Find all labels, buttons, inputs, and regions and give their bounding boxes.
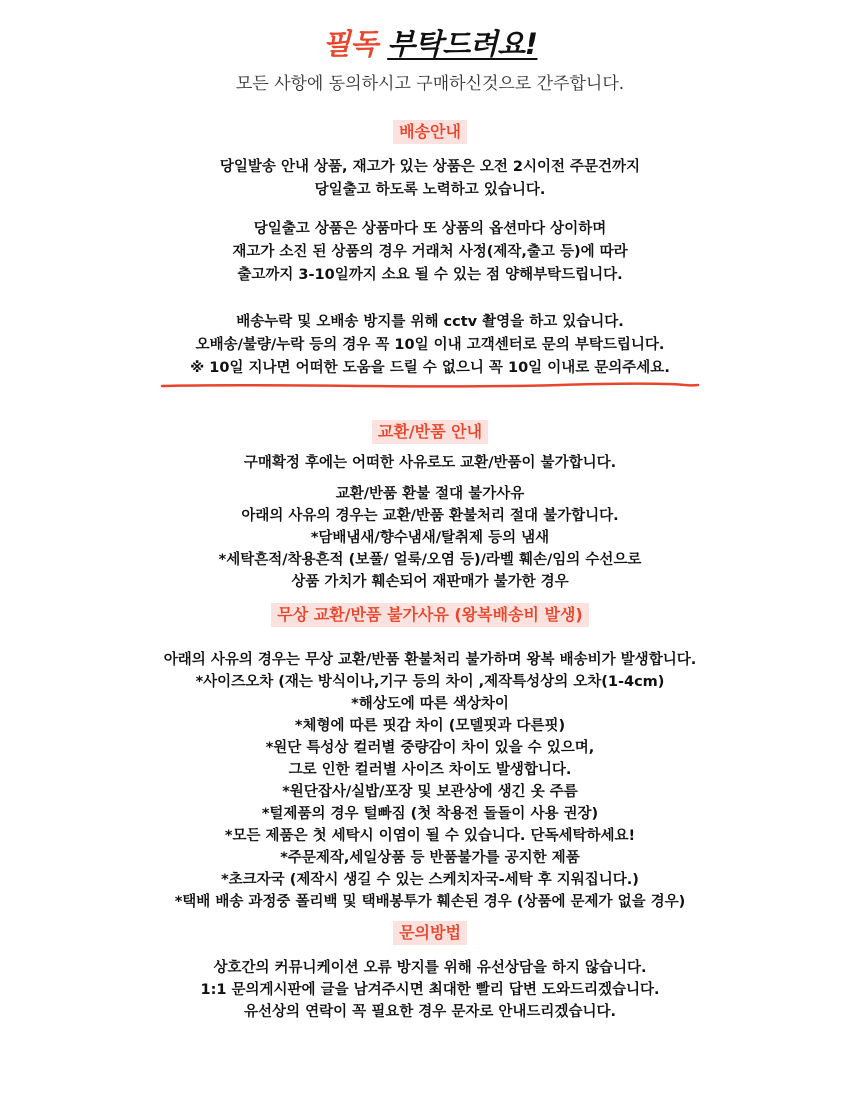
contact-body: 상호간의 커뮤니케이션 오류 방지를 위해 유선상담을 하지 않습니다. 1:1 문의게시판에 글을 남겨주시면 최대한 빨리 답변 도와드리겠습니다. 유선상의 연락이 꼭 필요한 경우 문자로 안내드리겠습니다.	[200, 960, 660, 1020]
title-accent: 필독	[322, 27, 378, 61]
returns-section	[0, 420, 860, 593]
red-underline-stroke	[160, 382, 700, 390]
title-rest: 부탁드려요!	[387, 27, 538, 61]
shipping-detail: 당일출고 상품은 상품마다 또 상품의 옵션마다 상이하며 재고가 소진 된 상품의 경우 거래처 사정(제작,출고 등)에 따라 출고까지 3-10일까지 소요 될 수 있는 점 양해부탁드립니다.	[232, 221, 628, 283]
page-subtitle: 모든 사항에 동의하시고 구매하신것으로 간주합니다.	[235, 74, 625, 94]
shipping-lead: 당일발송 안내 상품, 재고가 있는 상품은 오전 2시이전 주문건까지 당일출고 하도록 노력하고 있습니다.	[219, 159, 641, 198]
shipping-notice: 배송누락 및 오배송 방지를 위해 cctv 촬영을 하고 있습니다. 오배송/불량/누락 등의 경우 꼭 10일 이내 고객센터로 문의 부탁드립니다. ※ 10일 지나면 어떠한 도움을 드릴 수 없으니 꼭 10일 이내로 문의주세요.	[190, 314, 670, 376]
returns-lead: 구매확정 후에는 어떠한 사유로도 교환/반품이 불가합니다.	[243, 455, 617, 471]
paid-returns-section	[0, 603, 860, 913]
contact-section	[0, 921, 860, 1023]
page-title	[0, 0, 860, 62]
returns-heading: 교환/반품 안내	[372, 420, 488, 444]
paid-returns-body: 아래의 사유의 경우는 무상 교환/반품 환불처리 불가하며 왕복 배송비가 발생합니다. *사이즈오차 (재는 방식이나,기구 등의 차이 ,제작특성상의 오차(1-4cm) *해상도에 따른 색상차이 *체형에 따른 핏감 차이 (모델핏과 다른핏) *원단 특성상 컬러별 중량감이 차이 있을 수 있으며, 그로 인한 컬러별 사이즈 차이도 발생합니다. *원단잡사/실밥/포장 및 보관상에 생긴 옷 주름 *털제품의 경우 털빠짐 (첫 착용전 돌돌이 사용 권장) *모든 제품은 첫 세탁시 이염이 될 수 있습니다. 단독세탁하세요! *주문제작,세일상품 등 반품불가를 공지한 제품 *초크자국 (제작시 생길 수 있는 스케치자국-세탁 후 지워집니다.) *택배 배송 과정중 폴리백 및 택배봉투가 훼손된 경우 (상품에 문제가 없을 경우)	[163, 652, 697, 910]
paid-returns-heading: 무상 교환/반품 불가사유 (왕복배송비 발생)	[271, 603, 589, 627]
shipping-section	[0, 120, 860, 390]
returns-rules: 교환/반품 환불 절대 불가사유 아래의 사유의 경우는 교환/반품 환불처리 절대 불가합니다. *담배냄새/향수냄새/탈취제 등의 냄새 *세탁흔적/착용흔적 (보풀/ 얼룩/오염 등)/라벨 훼손/임의 수선으로 상품 가치가 훼손되어 재판매가 불가한 경우	[218, 486, 642, 590]
shipping-heading: 배송안내	[393, 120, 467, 144]
contact-heading: 문의방법	[393, 921, 467, 945]
